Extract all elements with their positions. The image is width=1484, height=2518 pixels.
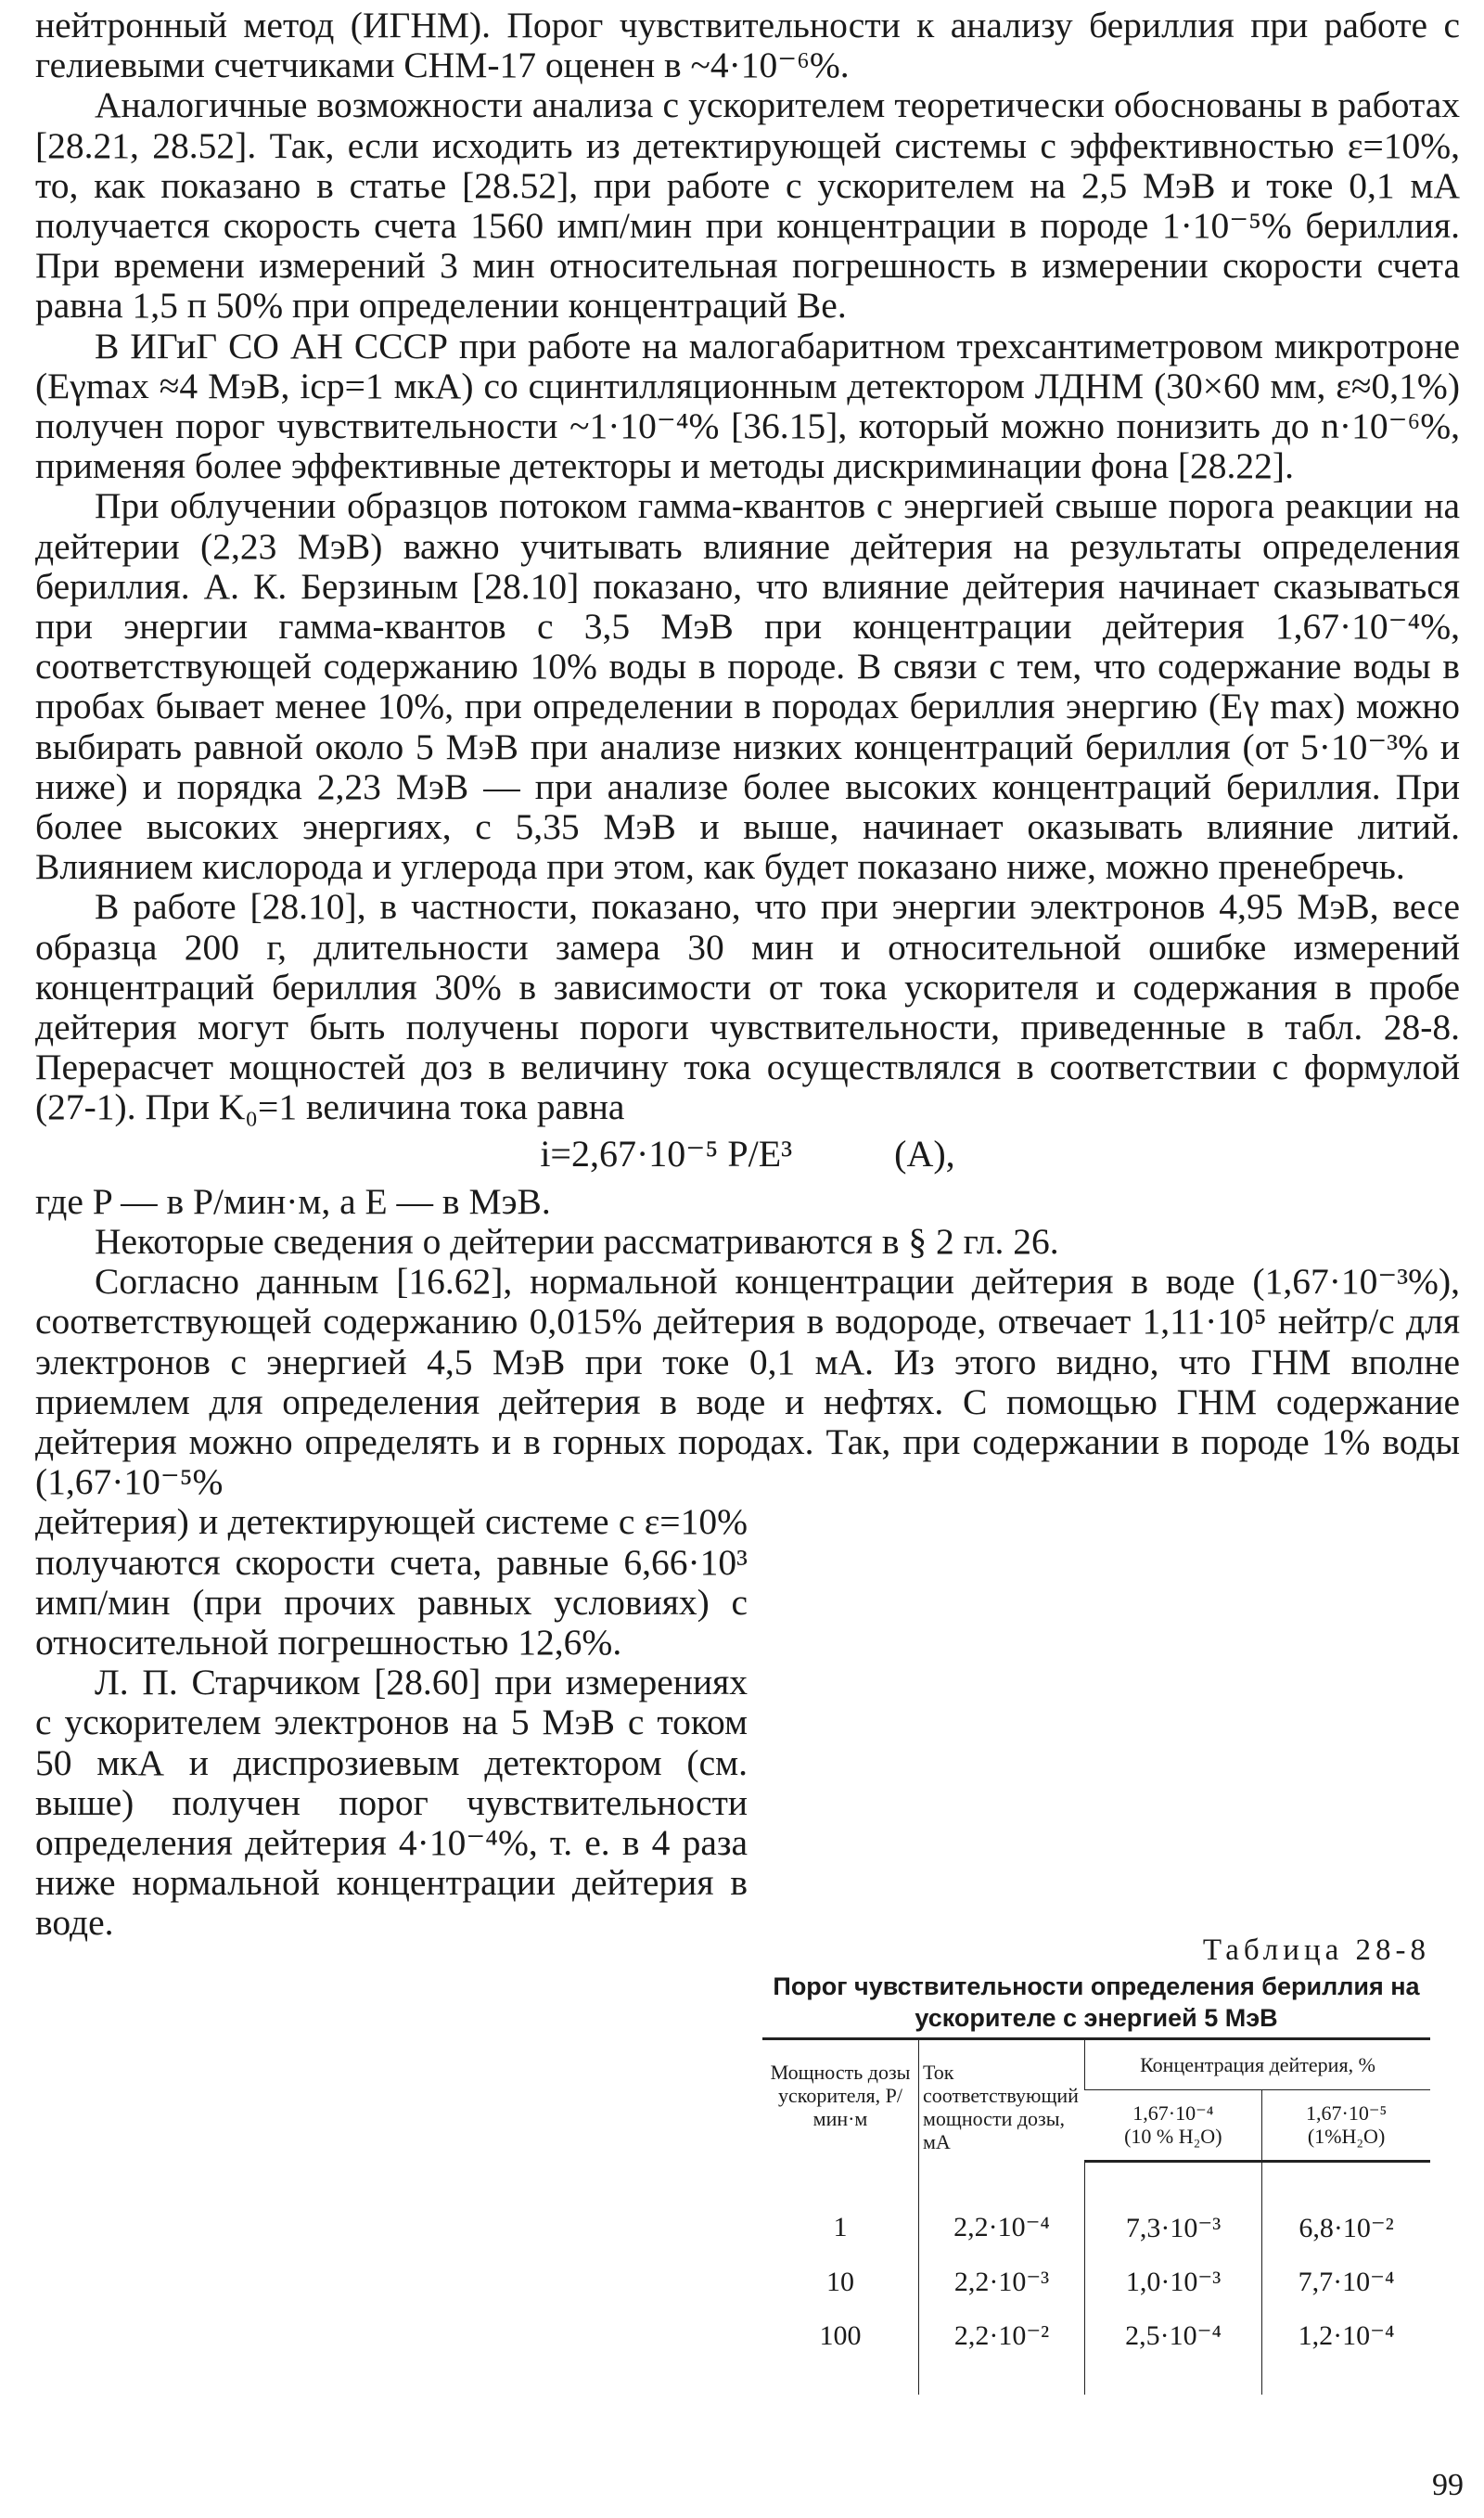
paragraph: Некоторые сведения о дейтерии рассматриваются в § 2 гл. 26.	[95, 1220, 1059, 1262]
page-body	[35, 6, 1460, 1944]
table-cell: 2,5·10⁻⁴	[1085, 2309, 1262, 2395]
sub-header: 1,67·10⁻⁴ (10 % H₂O)	[1085, 2090, 1262, 2161]
table-row	[762, 2309, 1430, 2395]
formula-unit: (А),	[894, 1132, 955, 1175]
table-cell: 2,2·10⁻⁴	[919, 2161, 1085, 2255]
paragraph: Л. П. Старчиком [28.60] при измерениях с ускорителем электронов на 5 МэВ с током 50 мкА и диспрозиевым детектором (см. выше) получен порог чувствительности определения дейтерия 4·10⁻⁴%, т. е. в 4 раза ниже нормальной концентрации дейтерия в воде.	[35, 1662, 748, 1944]
table-28-8	[762, 1930, 1430, 2395]
paragraph: нейтронный метод (ИГНМ). Порог чувствительности к анализу бериллия при работе с гелиевыми счетчиками СНМ-17 оценен в ~4·10⁻⁶%.	[35, 5, 1460, 86]
left-column-text	[35, 1502, 748, 1943]
table-cell: 2,2·10⁻³	[919, 2255, 1085, 2309]
table-cell: 1,0·10⁻³	[1085, 2255, 1262, 2309]
table-cell: 10	[826, 2266, 854, 2297]
table-number: Таблица 28-8	[1202, 1933, 1430, 1967]
table-cell: 2,2·10⁻²	[919, 2309, 1085, 2395]
column-header: Ток соответствующий мощности дозы, мА	[919, 2039, 1085, 2162]
column-header: Мощность дозы ускорителя, Р/мин·м	[762, 2039, 919, 2162]
column-group-header: Концентрация дейтерия, %	[1085, 2039, 1431, 2090]
paragraph: При облучении образцов потоком гамма-квантов с энергией свыше порога реакции на дейтерии (2,23 МэВ) важно учитывать влияние дейтерия на результаты определения бериллия. А. К. Берзиным [28.10] показано, что влияние дейтерия начинает сказываться при энергии гамма-квантов с 3,5 МэВ при концентрации дейтерия 1,67·10⁻⁴%, соответствующей содержанию 10% воды в породе. В связи с тем, что содержание воды в пробах бывает менее 10%, при определении в породах бериллия энергию (Eγ max) можно выбирать равной около 5 МэВ при анализе низких концентраций бериллия (от 5·10⁻³% и ниже) и порядка 2,23 МэВ — при анализе более высоких концентраций бериллия. При более высоких энергиях, с 5,35 МэВ и выше, начинает оказывать влияние литий. Влиянием кислорода и углерода при этом, как будет показано ниже, можно пренебречь.	[35, 485, 1460, 888]
table-cell: 7,3·10⁻³	[1085, 2161, 1262, 2255]
formula	[35, 1130, 1460, 1178]
paragraph: Аналогичные возможности анализа с ускорителем теоретически обоснованы в работах [28.21, 28.52]. Так, если исходить из детектирующей системы с эффективностью ε=10%, то, как показано в статье [28.52], при работе с ускорителем на 2,5 МэВ и токе 0,1 мА получается скорость счета 1560 имп/мин при концентрации в породе 1·10⁻⁵% бериллия. При времени измерений 3 мин относительная погрешность в измерении скорости счета равна 1,5 п 50% при определении концентраций Be.	[35, 84, 1460, 327]
page-number: 99	[1432, 2468, 1464, 2502]
text-block	[35, 6, 1460, 1502]
table-row	[762, 2161, 1430, 2255]
paragraph: дейтерия) и детектирующей системе с ε=10% получаются скорости счета, равные 6,66·10³ имп/мин (при прочих равных условиях) с относительной погрешностью 12,6%.	[35, 1501, 748, 1663]
paragraph: Согласно данным [16.62], нормальной концентрации дейтерия в воде (1,67·10⁻³%), соответствующей содержанию 0,015% дейтерия в водороде, отвечает 1,11·10⁵ нейтр/с для электронов с энергией 4,5 МэВ при токе 0,1 мА. Из этого видно, что ГНМ вполне приемлем для определения дейтерия в воде и нефтях. С помощью ГНМ содержание дейтерия можно определять и в горных породах. Так, при содержании в породе 1% воды (1,67·10⁻⁵%	[35, 1261, 1460, 1503]
table-cell: 1,2·10⁻⁴	[1262, 2309, 1430, 2395]
table-cell: 1	[833, 2211, 848, 2242]
paragraph: В ИГиГ СО АН СССР при работе на малогабаритном трехсантиметровом микротроне (Eγmax ≈4 МэВ, iср=1 мкА) со сцинтилляционным детектором ЛДНМ (30×60 мм, ε≈0,1%) получен порог чувствительности ~1·10⁻⁴% [36.15], который можно понизить до n·10⁻⁶%, применяя более эффективные детекторы и методы дискриминации фона [28.22].	[35, 325, 1460, 487]
paragraph: где P — в Р/мин·м, а E — в МэВ.	[35, 1180, 551, 1222]
formula-expression: i=2,67·10⁻⁵ P/E³	[540, 1132, 793, 1175]
table-cell: 6,8·10⁻²	[1262, 2161, 1430, 2255]
data-table	[762, 2037, 1430, 2395]
paragraph: В работе [28.10], в частности, показано, что при энергии электронов 4,95 МэВ, весе образца 200 г, длительности замера 30 мин и относительной ошибке измерений концентраций бериллия 30% в зависимости от тока ускорителя и содержания в пробе дейтерия могут быть получены пороги чувствительности, приведенные в табл. 28-8. Перерасчет мощностей доз в величину тока осуществлялся в соответствии с формулой (27-1). При K₀=1 величина тока равна	[35, 886, 1460, 1128]
table-row	[762, 2255, 1430, 2309]
table-cell: 100	[819, 2319, 862, 2351]
table-caption: Порог чувствительности определения бериллия на ускорителе с энергией 5 МэВ	[773, 1972, 1420, 2032]
sub-header: 1,67·10⁻⁵ (1%H₂O)	[1262, 2090, 1430, 2161]
table-cell: 7,7·10⁻⁴	[1262, 2255, 1430, 2309]
